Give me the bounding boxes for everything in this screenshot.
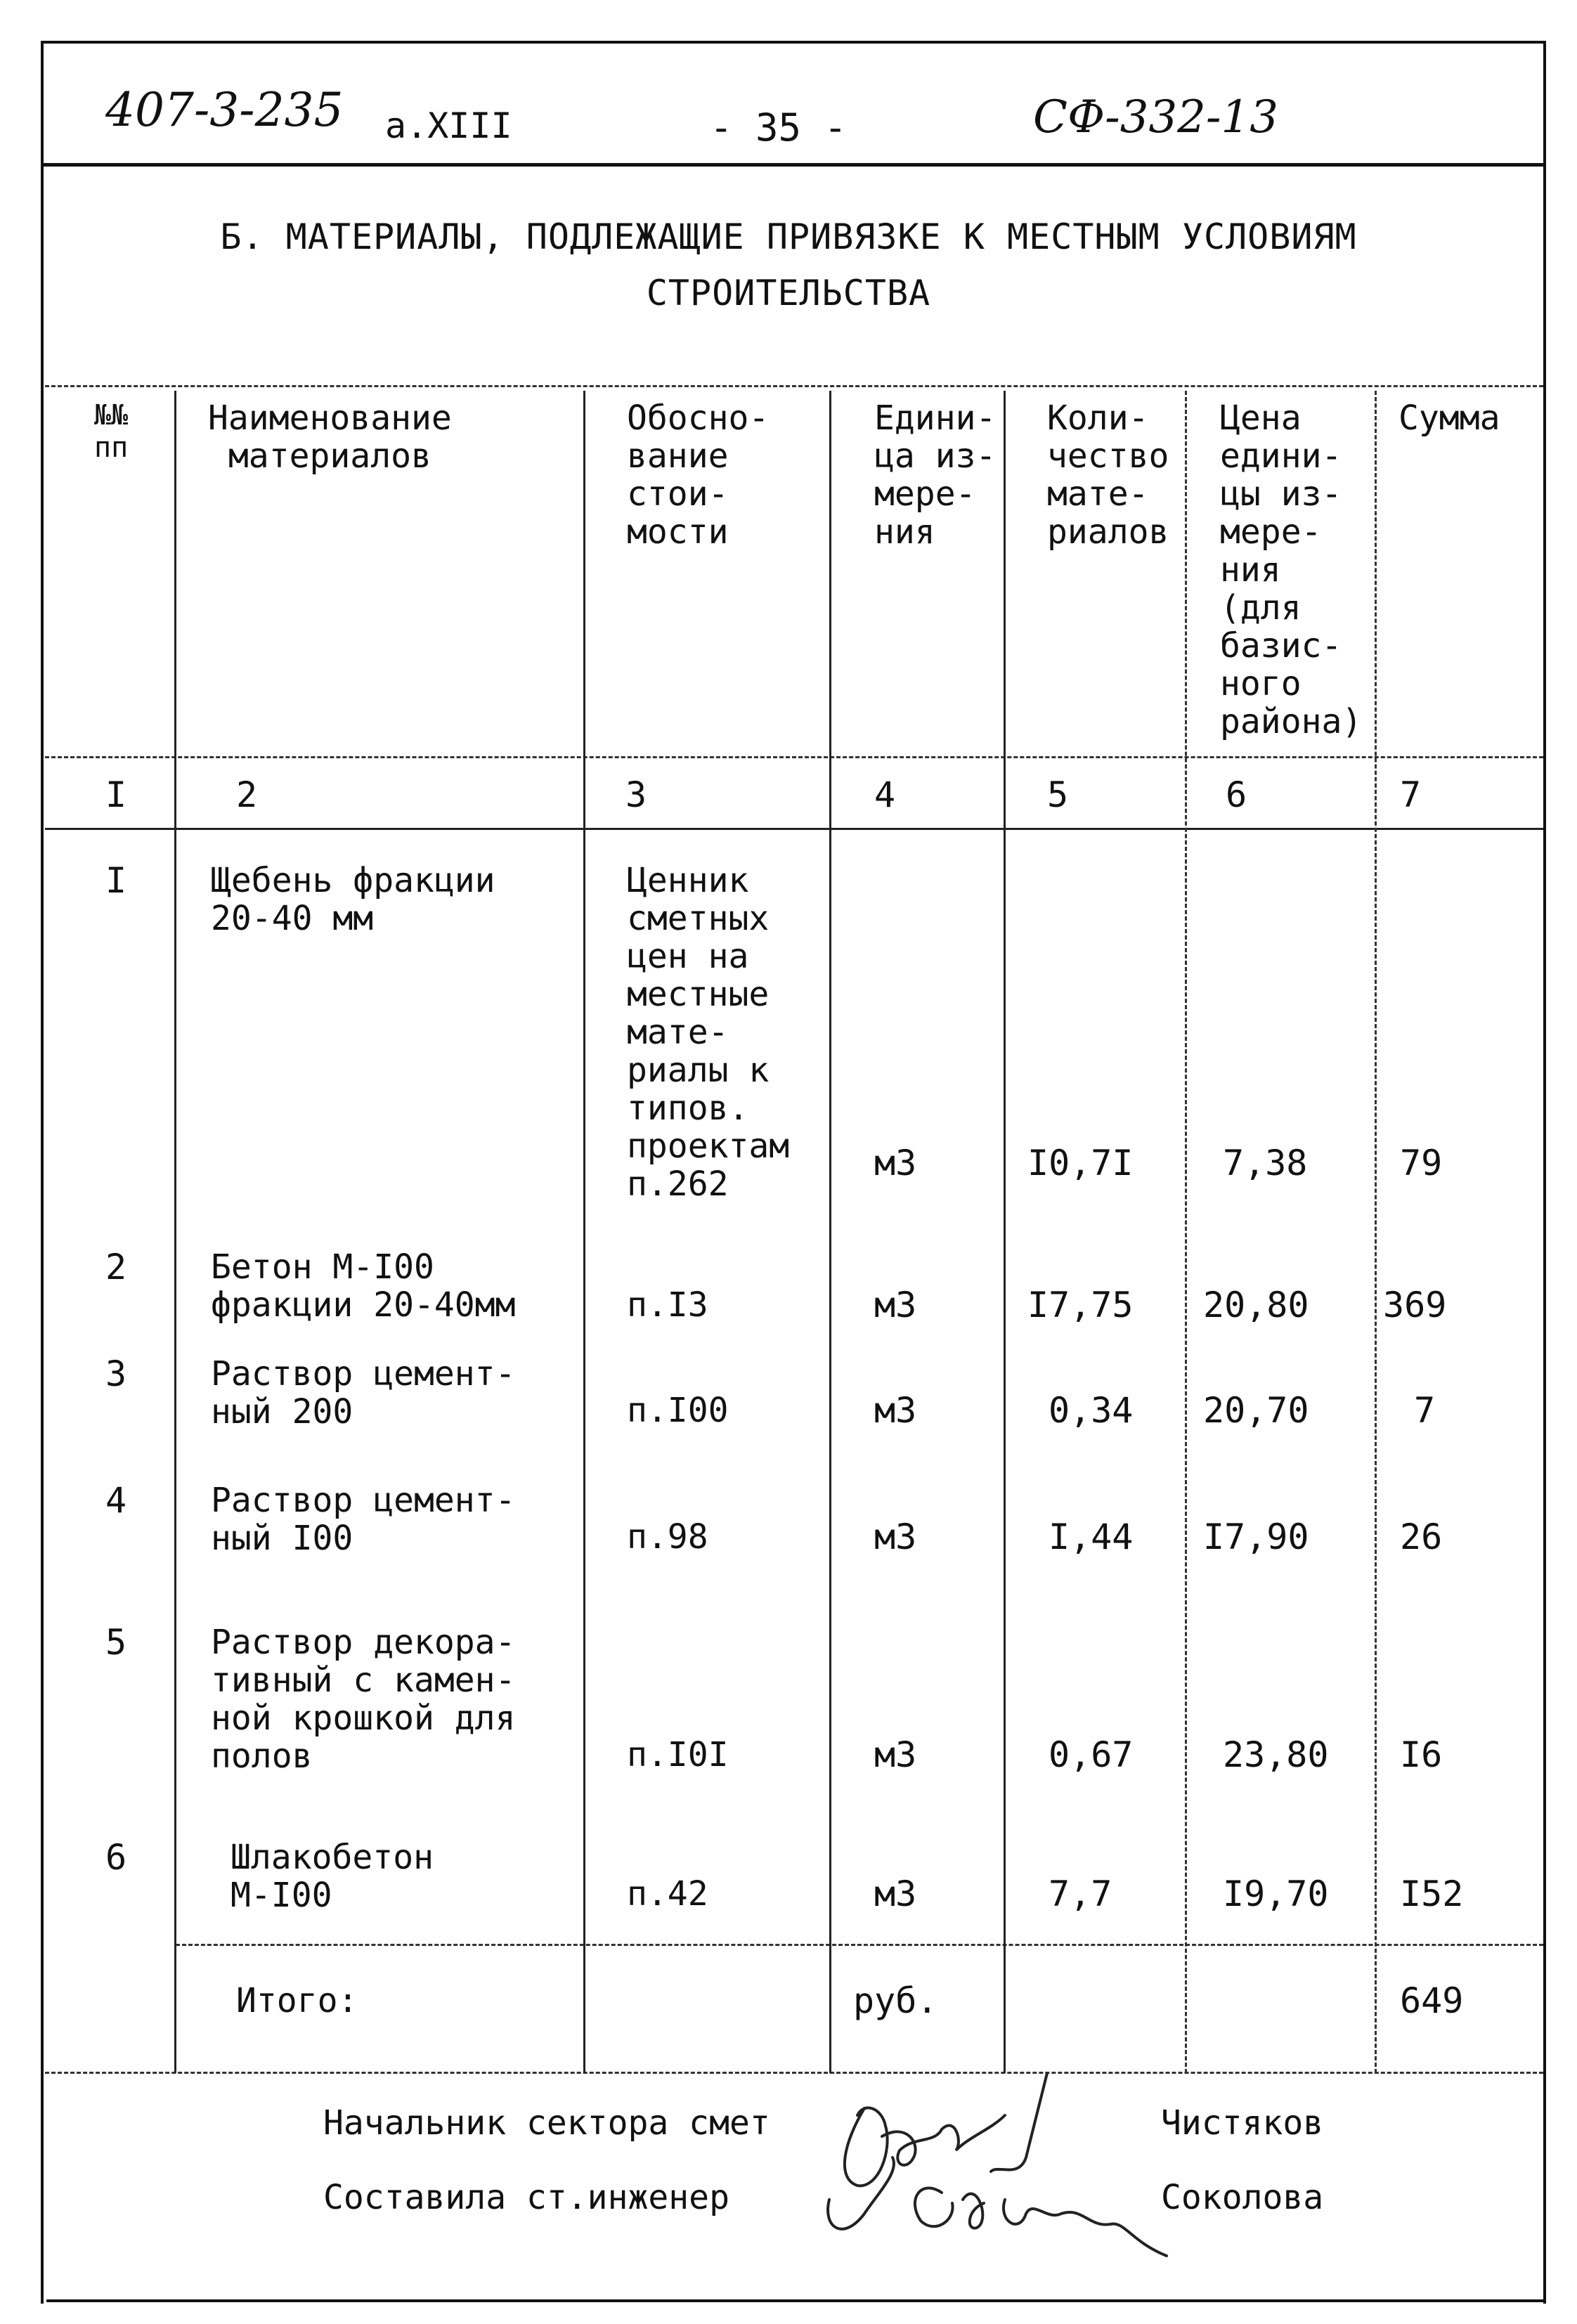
column-number: 5 bbox=[1047, 774, 1069, 815]
quantity: 0,67 bbox=[1049, 1734, 1134, 1775]
quantity: 7,7 bbox=[1049, 1874, 1112, 1914]
column-header-quantity: Коли- чество мате- риалов bbox=[1047, 398, 1169, 552]
column-header-sum: Сумма bbox=[1398, 398, 1500, 438]
sum: 79 bbox=[1400, 1143, 1443, 1183]
table-bottom-rule bbox=[45, 2072, 1543, 2074]
unit: м3 bbox=[874, 1874, 917, 1914]
frame-border-top bbox=[41, 41, 1546, 44]
total-unit: руб. bbox=[853, 1980, 938, 2021]
cost-basis: Ценник сметных цен на местные мате- риалы к типов. проектам п.262 bbox=[627, 861, 790, 1204]
column-header-unit-price: Цена едини- цы из- мере- ния (для базис- ного района) bbox=[1220, 398, 1363, 741]
row-number: 3 bbox=[105, 1353, 127, 1394]
frame-border-right bbox=[1543, 41, 1546, 2304]
column-number: I bbox=[105, 774, 127, 815]
column-numbers-rule bbox=[45, 828, 1543, 830]
row-number: 6 bbox=[105, 1837, 127, 1878]
unit-price: 20,70 bbox=[1203, 1390, 1309, 1431]
signature-name-engineer: Соколова bbox=[1161, 2178, 1324, 2217]
page-number: - 35 - bbox=[710, 105, 848, 150]
frame-border-bottom bbox=[46, 2299, 1546, 2302]
sum: I6 bbox=[1400, 1734, 1443, 1775]
unit: м3 bbox=[874, 1143, 917, 1183]
handwritten-signatures bbox=[815, 2059, 1209, 2263]
cost-basis: п.I00 bbox=[627, 1391, 729, 1430]
total-top-rule bbox=[176, 1944, 1543, 1946]
row-number: 2 bbox=[105, 1247, 127, 1287]
column-number: 7 bbox=[1400, 774, 1422, 815]
material-name: Щебень фракции 20-40 мм bbox=[211, 861, 495, 938]
unit-price: I7,90 bbox=[1203, 1517, 1309, 1557]
quantity: I7,75 bbox=[1027, 1285, 1134, 1325]
quantity: I,44 bbox=[1049, 1517, 1134, 1557]
series-code: СФ-332-13 bbox=[1033, 91, 1278, 143]
quantity: 0,34 bbox=[1049, 1390, 1134, 1431]
unit: м3 bbox=[874, 1734, 917, 1775]
column-header-name: Наименование материалов bbox=[208, 398, 452, 476]
column-divider-1 bbox=[174, 391, 176, 2073]
column-divider-4 bbox=[1004, 391, 1006, 2073]
unit-price: 23,80 bbox=[1223, 1734, 1329, 1775]
header-rule bbox=[44, 163, 1543, 167]
header-bottom-rule bbox=[45, 756, 1543, 758]
column-number: 2 bbox=[236, 774, 258, 815]
column-number: 6 bbox=[1226, 774, 1247, 815]
sum: 369 bbox=[1383, 1285, 1447, 1325]
row-number: 5 bbox=[105, 1622, 127, 1663]
unit: м3 bbox=[874, 1517, 917, 1557]
signature-role-engineer: Составила ст.инженер bbox=[323, 2178, 729, 2217]
column-number: 3 bbox=[625, 774, 647, 815]
column-header-basis: Обосно- вание стои- мости bbox=[627, 398, 770, 552]
column-divider-6 bbox=[1375, 391, 1377, 2073]
sum: 7 bbox=[1414, 1390, 1436, 1431]
unit: м3 bbox=[874, 1285, 917, 1325]
total-sum: 649 bbox=[1400, 1980, 1464, 2021]
section-title-continued: СТРОИТЕЛЬСТВА bbox=[646, 273, 931, 313]
unit-price: 7,38 bbox=[1223, 1143, 1308, 1183]
column-divider-5 bbox=[1185, 391, 1187, 2073]
cost-basis: п.42 bbox=[627, 1874, 708, 1914]
column-header-number: №№ пп bbox=[94, 399, 129, 464]
signature-name-head: Чистяков bbox=[1161, 2103, 1324, 2143]
material-name: Раствор цемент- ный I00 bbox=[211, 1481, 516, 1558]
unit-price: 20,80 bbox=[1203, 1285, 1309, 1325]
material-name: Шлакобетон М-I00 bbox=[231, 1838, 434, 1915]
sum: I52 bbox=[1400, 1874, 1464, 1914]
unit-price: I9,70 bbox=[1223, 1874, 1329, 1914]
sum: 26 bbox=[1400, 1517, 1443, 1557]
frame-border-left bbox=[41, 41, 44, 2304]
column-header-unit: Едини- ца из- мере- ния bbox=[874, 398, 997, 552]
column-number: 4 bbox=[874, 774, 896, 815]
total-label: Итого: bbox=[236, 1981, 358, 2020]
quantity: I0,7I bbox=[1027, 1143, 1134, 1183]
row-number: 4 bbox=[105, 1480, 127, 1521]
album-number: а.XIII bbox=[385, 105, 512, 146]
table-top-rule bbox=[45, 385, 1543, 387]
cost-basis: п.98 bbox=[627, 1517, 708, 1557]
material-name: Бетон М-I00 фракции 20-40мм bbox=[211, 1247, 516, 1325]
material-name: Раствор декора- тивный с камен- ной крошкой для полов bbox=[211, 1623, 516, 1776]
cost-basis: п.I0I bbox=[627, 1735, 729, 1774]
cost-basis: п.I3 bbox=[627, 1285, 708, 1325]
doc-code: 407-3-235 bbox=[105, 83, 344, 137]
column-divider-2 bbox=[583, 391, 585, 2073]
signature-role-head: Начальник сектора смет bbox=[323, 2103, 770, 2143]
material-name: Раствор цемент- ный 200 bbox=[211, 1354, 516, 1432]
column-divider-3 bbox=[829, 391, 831, 2073]
row-number: I bbox=[105, 860, 127, 901]
unit: м3 bbox=[874, 1390, 917, 1431]
section-title: Б. МАТЕРИАЛЫ, ПОДЛЕЖАЩИЕ ПРИВЯЗКЕ К МЕСТНЫМ УСЛОВИЯМ bbox=[220, 216, 1357, 257]
